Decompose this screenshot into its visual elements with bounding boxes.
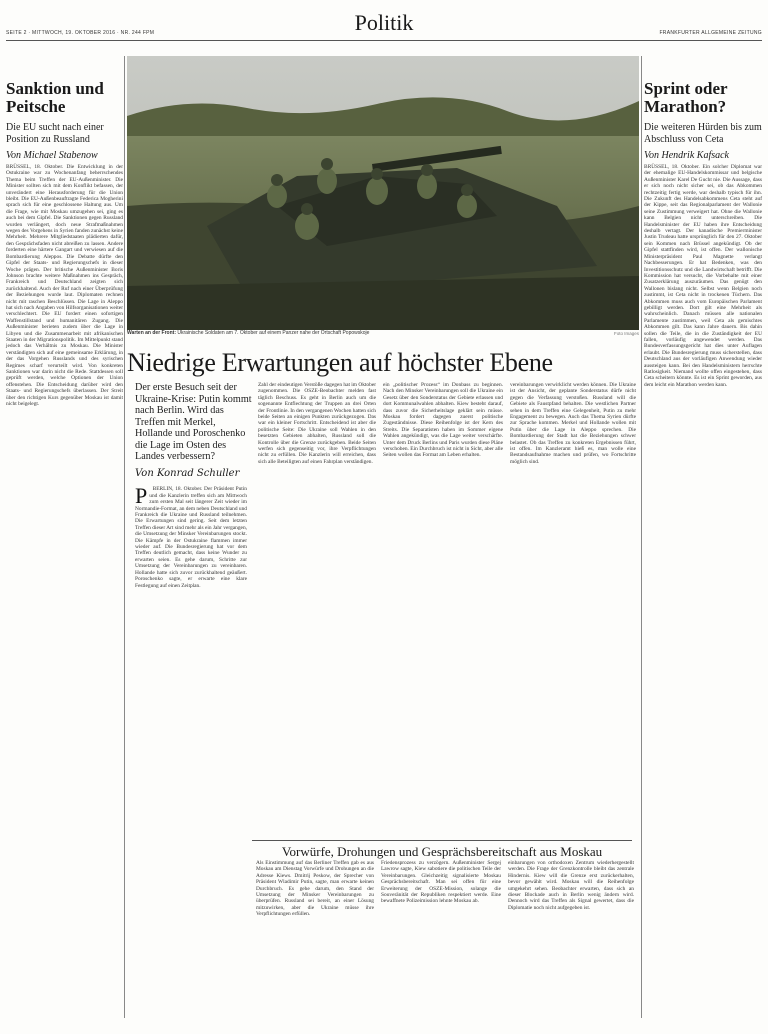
left-article (6, 80, 123, 1034)
right-article-body: BRÜSSEL, 18. Oktober. Ein solcher Diplomat war der ehemalige EU-Handelskommissar und belgische Außenminister Karel De Gucht nie. Die Aussage, dass er sich noch nicht sicher sei, ob das Abkommen rechtzeitig fertig werde, war deshalb typisch für ihn. Die Zukunft des Handelsabkommens Ceta steht auf der Kippe, seit das Regionalparlament der Wallonie seine Zustimmung verweigert hat. Ohne die Wallonie kann Belgien nicht unterschreiben. Die Handelsminister der EU haben ihre Entscheidung deshalb vertagt. Der kanadische Premierminister Justin Trudeau hatte ursprünglich für den 27. Oktober sein Kommen nach Brüssel angekündigt. Ob der Gipfel stattfinden wird, ist offen. Der wallonische Ministerpräsident Paul Magnette verlangt Nachbesserungen. Er hat Bedenken, was den Investitionsschutz und die Landwirtschaft betrifft. Die Kommission hat versucht, die Vorbehalte mit einer Zusatzerklärung auszuräumen. Das genügt den Wallonen bislang nicht. Selbst wenn Belgien noch zustimmt, ist Ceta nicht in trockenen Tüchern. Das Abkommen muss auch vom Europäischen Parlament gebilligt werden. Dort gilt eine Mehrheit als wahrscheinlich. Danach müssen alle nationalen Parlamente zustimmen, weil Ceta als gemischtes Abkommen gilt. Das kann Jahre dauern. Bis dahin sollen die Teile, die in die Zuständigkeit der EU fallen, vorläufig angewendet werden. Das Bundesverfassungsgericht hat dies unter Auflagen erlaubt. Die Bundesregierung muss sicherstellen, dass Deutschland aus der vorläufigen Anwendung wieder aussteigen kann. Bei den Handelsministern herrschte Ratlosigkeit. Niemand wollte offen eingestehen, dass Ceta scheitern könnte. Es ist ein Sprint geworden, aus dem leicht ein Marathon werden kann. (644, 164, 764, 388)
section-title: Politik (354, 10, 414, 35)
box-col-2: Friedensprozess zu verzögern. Außenminister Sergej Lawrow sagte, Kiew sabotiere die politischen Teile der Vereinbarungen. Gleichzeitig signalisierte Moskau Gesprächsbereitschaft. Man sei offen für eine Erweiterung der OSZE-Mission, solange die Souveränität der Republiken respektiert werde. Eine bewaffnete Polizeimission lehnte Moskau ab. (381, 860, 503, 905)
main-article-col-0 (135, 480, 247, 835)
main-article-col-2: ein „politischer Prozess“ im Donbass zu beginnen. Nach den Minsker Vereinbarungen soll die Ukraine ein Gesetz über den Sonderstatus der Gebiete erlassen und dort Kommunalwahlen abhalten. Kiew besteht darauf, dass zuvor die Sicherheitslage geklärt sein müsse. Moskau fordert dagegen zuerst politische Zugeständnisse. Diese Reihenfolge ist der Kern des Streits. Die Separatisten haben im Sommer eigene Wahlen angekündigt, was die Lage weiter verschärfte. Unter dem Druck Berlins und Paris wurden diese Pläne verschoben. Ein Durchbruch ist nicht in Sicht, aber alle Seiten wollen das Format am Leben erhalten. (383, 382, 505, 459)
dropcap: P (135, 483, 148, 509)
main-article-byline: Von Konrad Schuller (135, 467, 240, 479)
main-article-col-3: vereinbarungen verwirklicht werden können. Die Ukraine ist der Ansicht, der geplante Sonderstatus dürfe nicht gegen die Verfassung verstoßen. Russland will die Gebiete als Faustpfand behalten. Die westlichen Partner sehen in dem Treffen eine Gelegenheit, Putin zu mehr Engagement zu bewegen. Auch das Thema Syrien dürfte zur Sprache kommen. Merkel und Hollande wollen mit Putin über die Lage in Aleppo sprechen. Die Bombardierung der Stadt hat die Beziehungen schwer belastet. Ob das Treffen zu konkreten Ergebnissen führt, ist offen. Im Kanzleramt hieß es, man wolle eine Bestandsaufnahme machen und prüfen, wo Fortschritte möglich sind. (510, 382, 638, 465)
page-header (6, 4, 762, 44)
box-col-1: Als Einstimmung auf das Berliner Treffen gab es aus Moskau am Dienstag Vorwürfe und Drohungen an die Adresse Kiews. Dmitrij Peskow, der Sprecher von Präsident Wladimir Putin, sagte, man erwarte keinen Durchbruch. Es gehe darum, den Stand der Umsetzung der Minsker Vereinbarungen zu überprüfen. Russland sei bereit, an einer Lösung mitzuwirken, aber die Ukraine müsse ihre Verpflichtungen erfüllen. (256, 860, 376, 918)
right-article (644, 80, 762, 1034)
main-headline: Niedrige Erwartungen auf höchster Ebene (127, 348, 553, 377)
header-rule (6, 40, 762, 41)
right-article-byline: Von Hendrik Kafsack (644, 150, 729, 161)
caption-text: Ukrainische Soldaten am 7. Oktober auf einem Panzer nahe der Ortschaft Popowskoje (177, 330, 370, 336)
right-article-title: Sprint oder Marathon? (644, 79, 728, 116)
soldiers-on-tank-image (127, 56, 639, 330)
photo-caption (127, 330, 639, 337)
main-article-deckbox (135, 382, 253, 479)
left-article-body: BRÜSSEL, 18. Oktober. Die Entwicklung in der Ostukraine war zu Wochenanfang beherrschendes Thema beim Treffen der EU-Außenminister. Die Minister sollten sich mit dem Konflikt befassen, der unverändert eine Herausforderung für die Union bleibt. Die EU-Außenbeauftragte Federica Mogherini sprach sich für eine geschlossene Haltung aus. Um die Frage, wie mit Moskau umzugehen sei, ging es auch bei dem Gipfel. Die Sanktionen gegen Russland wurden verlängert, doch neue Strafmaßnahmen wegen des Vorgehens in Syrien fanden zunächst keine Mehrheit. Mehrere Mitgliedstaaten plädierten dafür, den Gesprächsfaden nicht abreißen zu lassen. Andere forderten eine härtere Gangart und verwiesen auf die Bombardierung Aleppos. Die Debatte dürfte den Gipfel der Staats- und Regierungschefs in dieser Woche prägen. Der britische Außenminister Boris Johnson brachte weitere Maßnahmen ins Gespräch, Frankreich und Deutschland zeigten sich zurückhaltend. Auch der Ruf nach einer Überprüfung der Beziehungen wurde laut. Diplomaten rechnen nicht mit raschen Beschlüssen. Die Lage in Aleppo hat sich nach Angaben von Hilfsorganisationen weiter verschlechtert. Die EU fordert einen sofortigen Waffenstillstand und humanitären Zugang. Die Außenminister berieten zudem über die Lage in Libyen und die Zusammenarbeit mit afrikanischen Staaten in der Migrationspolitik. Im Mittelpunkt stand jedoch das Verhältnis zu Moskau. Die Minister verständigten sich auf eine gemeinsame Erklärung, in der das Vorgehen Russlands und des syrischen Regimes scharf verurteilt wird. Von konkreten Sanktionen war darin nicht die Rede. Stattdessen soll geprüft werden, welche Optionen der Union offenstehen. Die Entscheidung darüber wird den Staats- und Regierungschefs überlassen. Der Streit über den richtigen Kurs gegenüber Moskau ist damit nicht beigelegt. (6, 164, 125, 408)
box-headline: Vorwürfe, Drohungen und Gesprächsbereitschaft aus Moskau (252, 840, 632, 860)
newspaper-name: FRANKFURTER ALLGEMEINE ZEITUNG (659, 30, 762, 36)
main-article-text-1: BERLIN, 18. Oktober. Der Präsident Putin und die Kanzlerin treffen sich am Mittwoch zum ersten Mal seit längerer Zeit wieder im Normandie-Format, an dem neben Deutschland und Frankreich die Ukraine und Russland teilnehmen. Die Erwartungen sind gering. Seit dem letzten Treffen dieser Art sind mehr als ein Jahr vergangen, die Umsetzung der Minsker Vereinbarungen stockt. Die Kämpfe in der Ostukraine flammen immer wieder auf. Die Bundesregierung hat vor dem Treffen deutlich gemacht, dass keine Wunder zu erwarten seien. Es gehe darum, Schritte zur Umsetzung der Vereinbarungen zu vereinbaren. Hollande hatte sich zuvor zurückhaltend geäußert. Poroschenko sagte, er erwarte eine klare Festlegung auf einen Zeitplan. (135, 486, 249, 589)
main-article-col-1: Zahl der eindeutigen Verstöße dagegen hat im Oktober zugenommen. Die OSZE-Beobachter melden fast täglich Beschuss. Es geht in Berlin auch um die sogenannte Entflechtung der Truppen an drei Orten der Frontlinie. In den vergangenen Wochen hatten sich beide Seiten an einigen Punkten zurückgezogen. Das war ein kleiner Fortschritt. Entscheidend ist aber die politische Seite: Die Ukraine soll Wahlen in den besetzten Gebieten abhalten, Russland soll die Kontrolle über die Grenze zurückgeben. Beide Seiten werfen sich gegenseitig vor, ihre Verpflichtungen nicht zu erfüllen. Die Kanzlerin will erreichen, dass sich alle Beteiligten auf einen Fahrplan verständigen. (258, 382, 378, 465)
page-info: SEITE 2 · MITTWOCH, 19. OKTOBER 2016 · NR. 244 FPM (6, 30, 155, 36)
column-divider-right (641, 56, 642, 1018)
box-col-3: einbarungen von orthodoxen Zentrum wiederhergestellt werden. Die Frage der Grenzkontrolle bleibt das zentrale Hindernis. Kiew will die Grenze erst zurückerhalten, bevor gewählt wird. Moskau will die Reihenfolge umgekehrt sehen. Beobachter erwarten, dass sich an dieser Blockade auch in Berlin wenig ändern wird. Dennoch wird das Treffen als Signal gewertet, dass die Diplomatie noch nicht aufgegeben ist. (508, 860, 636, 911)
caption-lead: Warten an der Front: (127, 330, 176, 336)
left-article-title: Sanktion und Peitsche (6, 79, 104, 116)
front-photo (127, 56, 639, 330)
main-article-deck: Der erste Besuch seit der Ukraine-Krise: Putin kommt nach Berlin. Wird das Treffen mit Merkel, Hollande und Poroschenko die Lage im Osten des Landes verbessern? (135, 382, 252, 462)
photo-credit: Foto Images (613, 331, 639, 336)
right-article-deck: Die weiteren Hürden bis zum Abschluss von Ceta (644, 122, 762, 145)
left-article-byline: Von Michael Stabenow (6, 150, 98, 161)
column-divider (124, 56, 125, 1018)
left-article-deck: Die EU sucht nach einer Position zu Russland (6, 122, 104, 145)
